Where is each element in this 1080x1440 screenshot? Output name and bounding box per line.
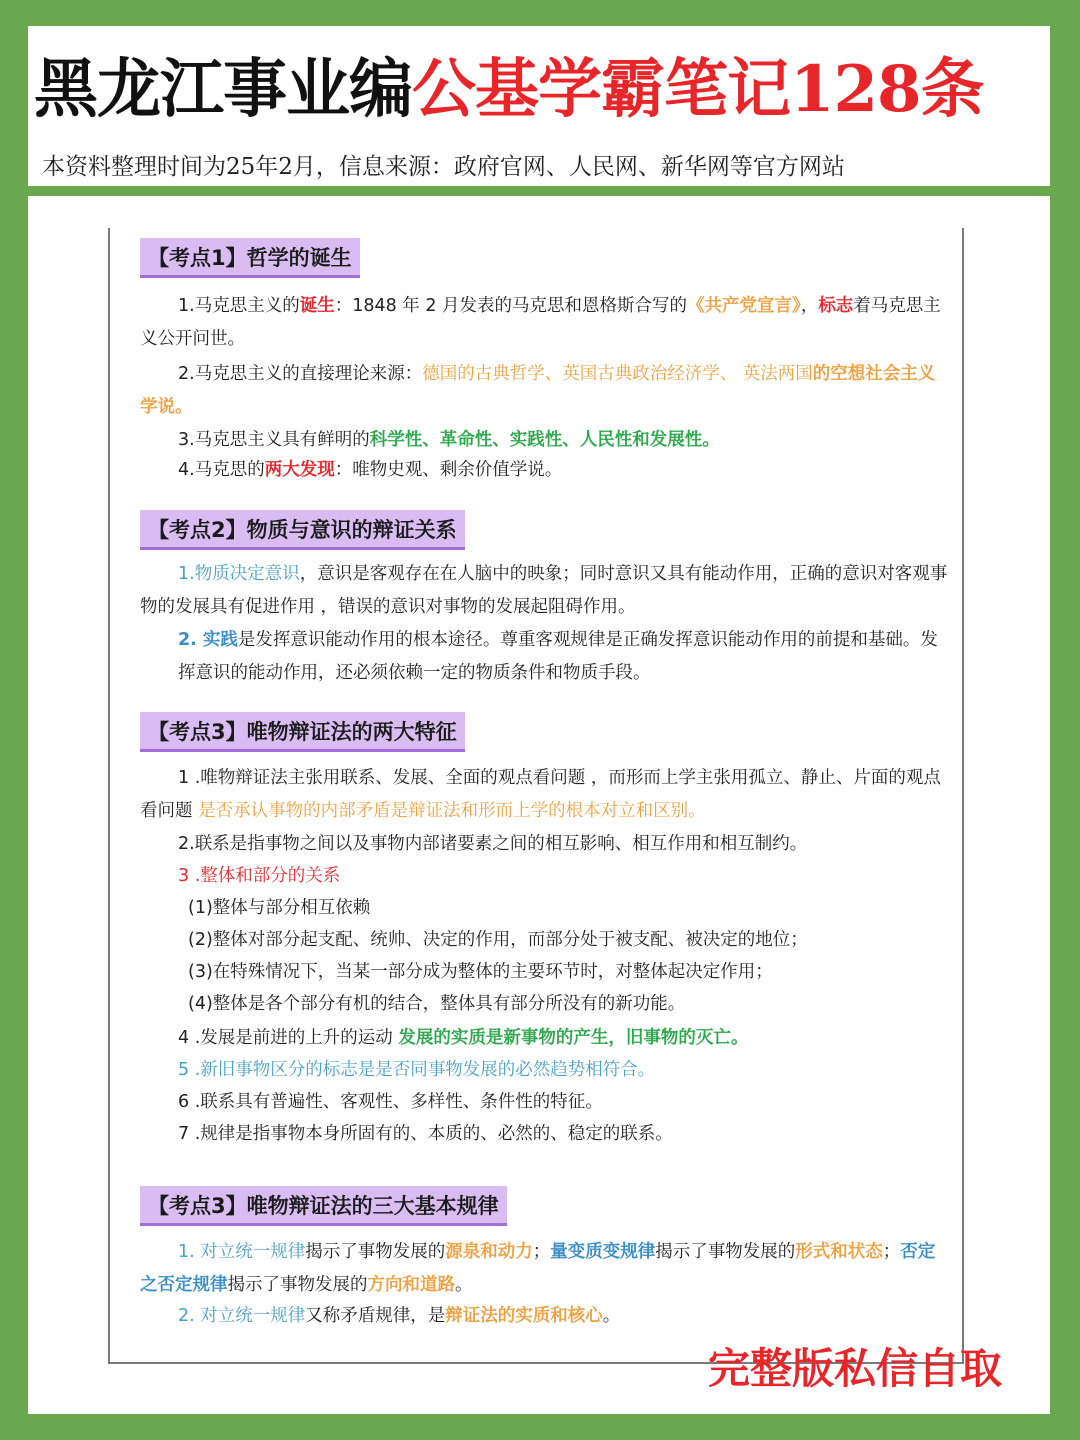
s4p1-text-c: 源泉和动力 — [445, 1242, 533, 1262]
s3-paragraph-2: 2.联系是指事物之间以及事物内部诸要素之间的相互影响、相互作用和相互制约。 — [178, 834, 808, 854]
s3-paragraph-6: (3)在特殊情况下，当某一部分成为整体的主要环节时，对整体起决定作用； — [188, 962, 773, 982]
s2p2-text-a: 2. 实践 — [178, 630, 238, 650]
s1p2-text-b: 德国的古典哲学、英国古典政治经济学、 英法两国 — [422, 364, 813, 384]
s4p1-text-h: ； — [882, 1242, 901, 1262]
s1p1-text-c: ：1848 年 2 月发表的马克思和恩格斯合写的 — [334, 296, 688, 316]
section-heading-2: 【考点2】物质与意识的辩证关系 — [140, 510, 465, 550]
s3-paragraph-11: 7 .规律是指事物本身所固有的、本质的、必然的、稳定的联系。 — [178, 1124, 673, 1144]
s1p4-text-b: 两大发现 — [264, 460, 335, 480]
s4p1-text-e: 量变质变规律 — [550, 1242, 656, 1262]
title-black-part: 黑龙江事业编 — [34, 52, 412, 127]
s3-paragraph-9: 5 .新旧事物区分的标志是是否同事物发展的必然趋势相符合。 — [178, 1060, 656, 1080]
s1p3-text-b: 科学性、革命性、实践性、人民性和发展性。 — [369, 430, 720, 450]
section-heading-3: 【考点3】唯物辩证法的两大特征 — [140, 712, 465, 752]
s2p1-text-b: ，意识是客观存在在人脑中的映象；同时意识又具有能动作用，正确的意识对客观事物的发展具有促进作用 ，错误的意识对事物的发展起阻碍作用。 — [140, 564, 948, 617]
s3-paragraph-5: (2)整体对部分起支配、统帅、决定的作用，而部分处于被支配、被决定的地位； — [188, 930, 808, 950]
s3-paragraph-3: 3 .整体和部分的关系 — [178, 866, 341, 886]
s4p1-text-l: 。 — [455, 1274, 473, 1295]
s1p1-text-d: 《共产党宣言》 — [687, 296, 801, 316]
s4p1-text-i: 否定之否定规律 — [140, 1242, 936, 1295]
s4p1-text-g: 形式和状态 — [795, 1242, 883, 1262]
page-title — [34, 40, 1046, 140]
s1-paragraph-1 — [140, 290, 948, 355]
s1p1-text-e: ， — [800, 296, 819, 316]
s4p1-text-b: 揭示了事物发展的 — [305, 1242, 446, 1262]
s4p2-text-a: 2. 对立统一规律 — [178, 1306, 306, 1326]
s4p2-text-c: 辩证法的实质和核心 — [445, 1306, 603, 1326]
s3-paragraph-10: 6 .联系具有普遍性、客观性、多样性、条件性的特征。 — [178, 1092, 603, 1112]
s3p8-text-a: 4 .发展是前进的上升的运动 — [178, 1028, 399, 1048]
s2p1-text-a: 1.物质决定意识 — [178, 564, 300, 584]
s2p2-text-b: 是发挥意识能动作用的根本途径。尊重客观规律是正确发挥意识能动作用的前提和基础。发挥意识的能动作用，还必须依赖一定的物质条件和物质手段。 — [178, 630, 938, 683]
s2-paragraph-1 — [140, 558, 948, 623]
s1p1-text-f: 标志 — [818, 296, 854, 316]
section-heading-1: 【考点1】哲学的诞生 — [140, 238, 360, 278]
s4p1-text-a: 1. 对立统一规律 — [178, 1242, 306, 1262]
title-red-part: 公基学霸笔记128条 — [412, 52, 984, 127]
s4p1-text-f: 揭示了事物发展的 — [655, 1242, 796, 1262]
s1p2-text-c: 的空想社会主义学说。 — [140, 364, 936, 417]
header-banner — [28, 26, 1050, 186]
s4-paragraph-1 — [140, 1236, 948, 1301]
section-heading-4: 【考点3】唯物辩证法的三大基本规律 — [140, 1186, 507, 1226]
s3p1-text-b: 是否承认事物的内部矛盾是辩证法和形而上学的根本对立和区别。 — [198, 800, 706, 821]
s4p1-text-j: 揭示了事物发展的 — [227, 1274, 368, 1295]
cta-private-message: 完整版私信自取 — [708, 1344, 1003, 1393]
s4p1-text-d: ； — [532, 1242, 551, 1262]
s2-paragraph-2 — [178, 624, 948, 689]
s1-paragraph-2 — [140, 358, 948, 423]
content-card — [28, 196, 1050, 1414]
s4p2-text-b: 又称矛盾规律，是 — [305, 1306, 446, 1326]
s4-paragraph-2 — [140, 1300, 948, 1333]
subtitle: 本资料整理时间为25年2月，信息来源：政府官网、人民网、新华网等官方网站 — [42, 154, 845, 180]
s3-paragraph-4: (1)整体与部分相互依赖 — [188, 898, 371, 918]
notes-page — [108, 228, 964, 1364]
s1p3-text-a: 3.马克思主义具有鲜明的 — [178, 430, 370, 450]
s1p1-text-a: 1.马克思主义的 — [178, 296, 300, 316]
s1-paragraph-3 — [140, 424, 948, 457]
s1p4-text-c: ：唯物史观、剩余价值学说。 — [334, 460, 563, 480]
s1-paragraph-4 — [140, 454, 948, 487]
s1p1-text-b: 诞生 — [299, 296, 335, 316]
s3p1-text-a: 1 .唯物辩证法主张用联系、发展、全面的观点看问题 ，而形而上学主张用孤立、静止、片面的观点看问题 — [140, 768, 941, 821]
s3-paragraph-1 — [140, 762, 948, 827]
s1p1-text-g: 着马克思主义公开问世。 — [140, 296, 941, 349]
s1p2-text-a: 2.马克思主义的直接理论来源： — [178, 364, 423, 384]
s3-paragraph-8 — [178, 1022, 986, 1055]
s1p4-text-a: 4.马克思的 — [178, 460, 265, 480]
s3p8-text-b: 发展的实质是新事物的产生，旧事物的灭亡。 — [398, 1028, 749, 1048]
s3-paragraph-7: (4)整体是各个部分有机的结合，整体具有部分所没有的新功能。 — [188, 994, 686, 1014]
s4p2-text-d: 。 — [602, 1306, 621, 1326]
s4p1-text-k: 方向和道路 — [367, 1274, 455, 1295]
